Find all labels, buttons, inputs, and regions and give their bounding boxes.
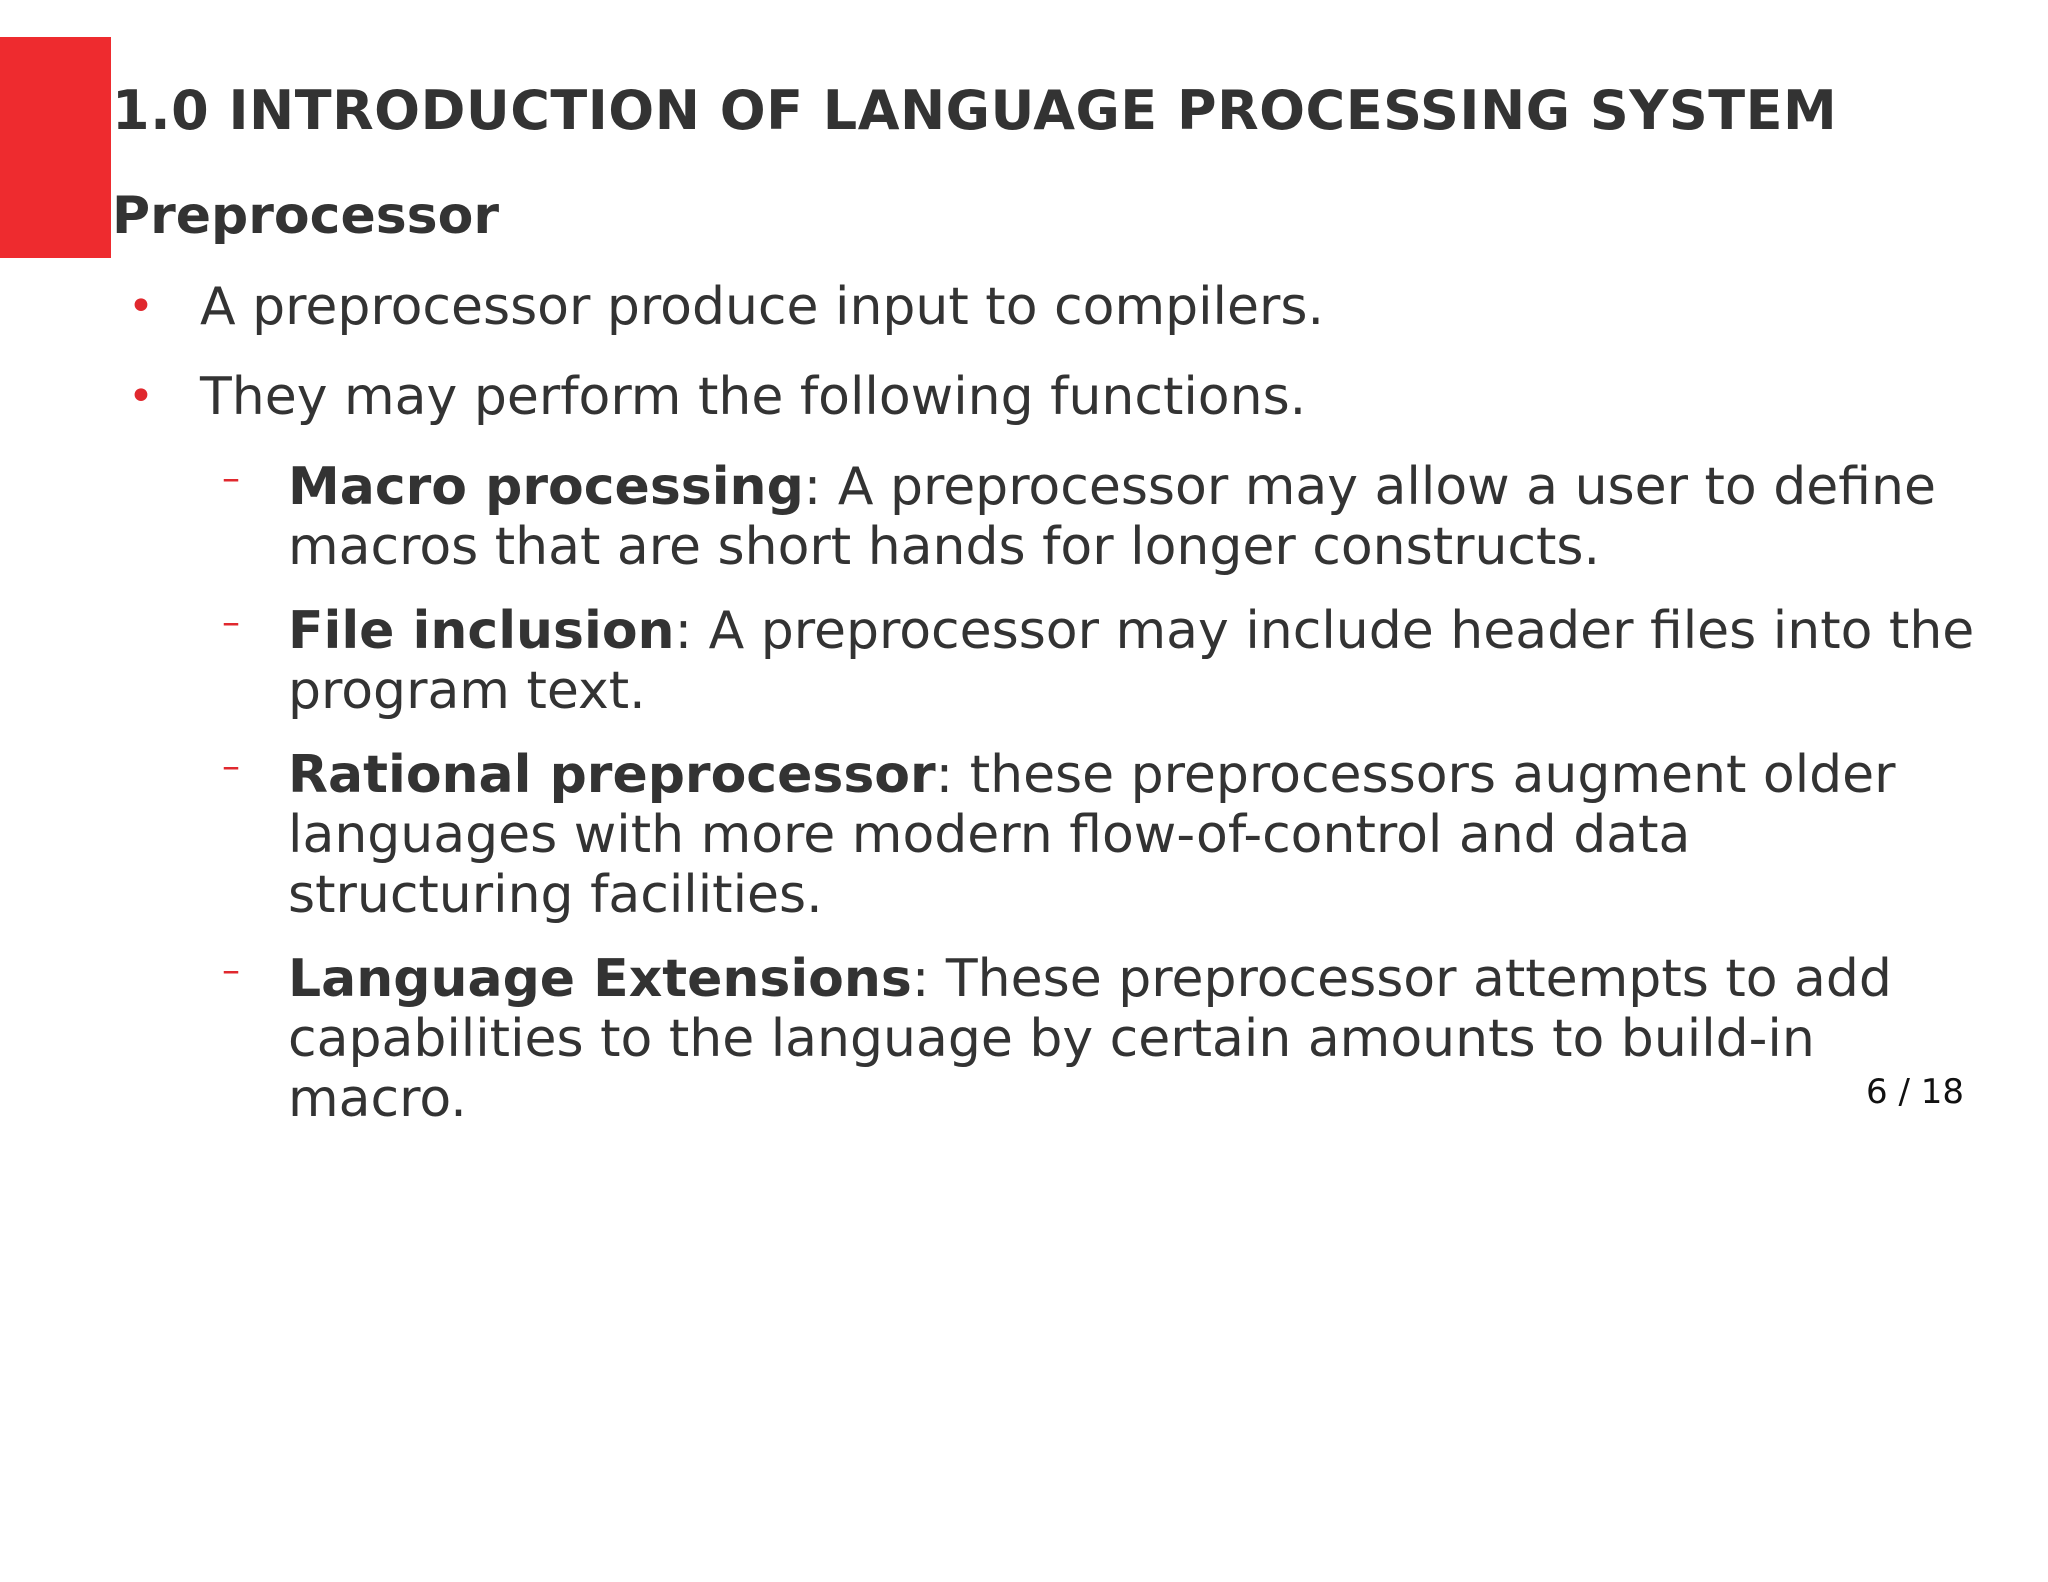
sub-item-body bbox=[288, 457, 2028, 577]
bullet-marker: • bbox=[128, 371, 154, 422]
sub-item-line: program text. bbox=[288, 661, 646, 721]
sub-item-marker: – bbox=[222, 746, 240, 787]
sub-item-text: : A preprocessor may allow a user to define bbox=[803, 457, 1936, 517]
bullet-text: They may perform the following functions. bbox=[200, 367, 1307, 427]
sub-item-term: Macro processing bbox=[288, 457, 804, 517]
sub-item-body bbox=[288, 745, 2028, 925]
sub-item-line bbox=[288, 601, 2028, 661]
bullet-text: A preprocessor produce input to compilers. bbox=[200, 277, 1324, 337]
bullet-marker: • bbox=[128, 281, 154, 332]
sub-item-line: structuring facilities. bbox=[288, 865, 823, 925]
sub-item-text: : A preprocessor may include header files into the bbox=[674, 601, 1975, 661]
slide-title: 1.0 INTRODUCTION OF LANGUAGE PROCESSING SYSTEM bbox=[112, 79, 1838, 142]
sub-item-line bbox=[288, 949, 2028, 1009]
title-accent-bar bbox=[0, 37, 111, 258]
sub-item-line: macro. bbox=[288, 1069, 467, 1129]
sub-item-text: : These preprocessor attempts to add bbox=[911, 949, 1892, 1009]
sub-item-line: languages with more modern flow-of-control and data bbox=[288, 805, 1691, 865]
sub-item-line bbox=[288, 745, 2028, 805]
sub-item-body bbox=[288, 601, 2028, 721]
sub-item-body bbox=[288, 949, 2028, 1129]
sub-item-line: capabilities to the language by certain amounts to build-in bbox=[288, 1009, 1815, 1069]
sub-item-term: Language Extensions bbox=[288, 949, 912, 1009]
page-number: 6 / 18 bbox=[1866, 1072, 1964, 1112]
sub-item-term: Rational preprocessor bbox=[288, 745, 936, 805]
sub-item-line bbox=[288, 457, 2028, 517]
sub-item-term: File inclusion bbox=[288, 601, 675, 661]
sub-item-marker: – bbox=[222, 950, 240, 991]
sub-item-marker: – bbox=[222, 602, 240, 643]
sub-item-text: : these preprocessors augment older bbox=[935, 745, 1896, 805]
sub-item-marker: – bbox=[222, 458, 240, 499]
slide-subtitle: Preprocessor bbox=[112, 186, 499, 246]
sub-item-line: macros that are short hands for longer constructs. bbox=[288, 517, 1601, 577]
